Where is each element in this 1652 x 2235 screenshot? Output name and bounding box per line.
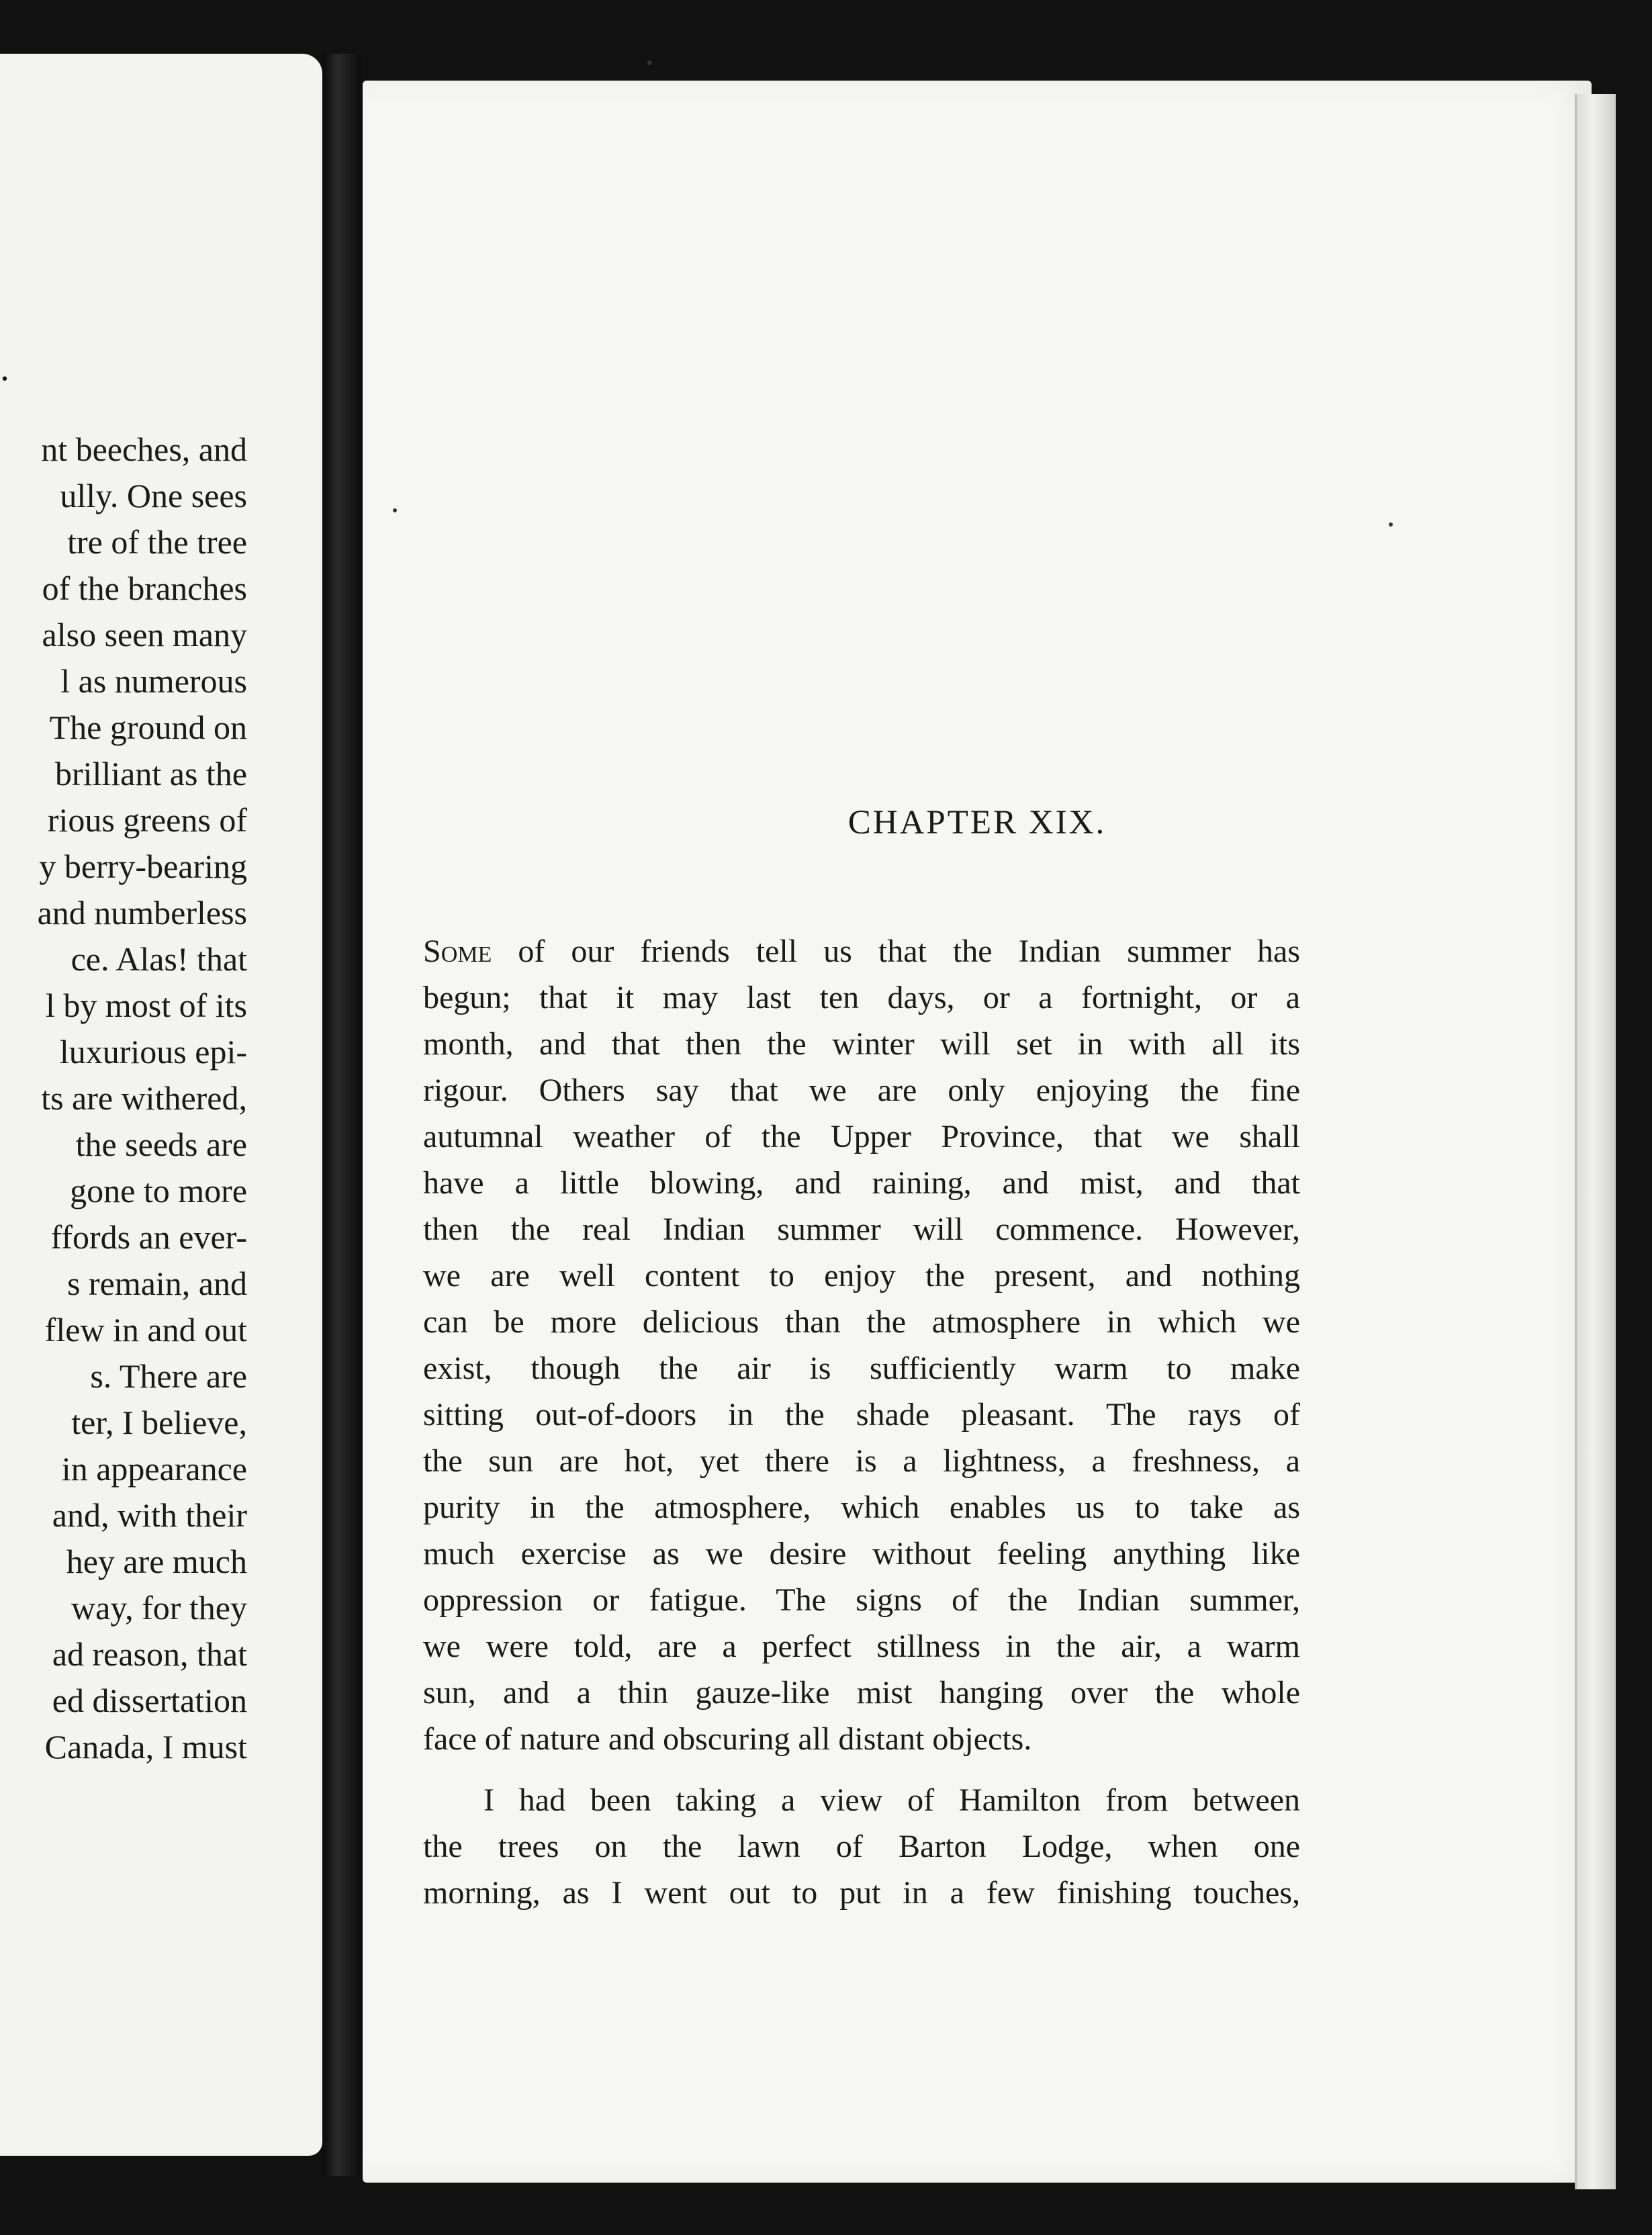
text-line: hey are much: [66, 1543, 247, 1580]
text-line: in appearance: [61, 1450, 247, 1488]
scan-speck: [393, 508, 397, 512]
text-line: ed dissertation: [52, 1682, 247, 1719]
text-line: of the branches: [42, 569, 247, 607]
text-line: Canada, I must: [44, 1728, 247, 1766]
drop-word: Some: [423, 933, 492, 969]
text-line: month, and that then the winter will set in with all its: [423, 1026, 1300, 1062]
text-line: The ground on: [49, 709, 247, 746]
text-line: brilliant as the: [54, 755, 247, 792]
text-line: ffords an ever-: [50, 1218, 247, 1256]
scan-speck: [647, 60, 652, 65]
left-page-text: [38, 426, 247, 1770]
text-line: I had been taking a view of Hamilton from between: [484, 1782, 1300, 1818]
text-line: the seeds are: [75, 1126, 247, 1163]
text-line: rious greens of: [47, 801, 247, 839]
text-line: can be more delicious than the atmosphere in which we: [423, 1304, 1300, 1340]
text-line: sitting out-of-doors in the shade pleasant. The rays of: [423, 1397, 1300, 1432]
text-line: sun, and a thin gauze-like mist hanging over the whole: [423, 1675, 1300, 1711]
text-line: oppression or fatigue. The signs of the Indian summer,: [423, 1582, 1300, 1618]
paragraph-gap: [423, 1762, 1300, 1777]
text-line: tre of the tree: [67, 523, 247, 561]
text-line: s remain, and: [67, 1265, 247, 1302]
text-line: also seen many: [42, 616, 247, 653]
text-line: l as numerous: [60, 662, 247, 700]
text-line: nt beeches, and: [41, 430, 247, 468]
text-line: purity in the atmosphere, which enables us to take as: [423, 1490, 1300, 1525]
text-line: much exercise as we desire without feeling anything like: [423, 1536, 1300, 1571]
text-line: ce. Alas! that: [71, 940, 247, 978]
text-line: and, with their: [52, 1496, 247, 1534]
text-line: rigour. Others say that we are only enjoying the fine: [423, 1073, 1300, 1108]
scan-speck: [1389, 522, 1393, 527]
chapter-body: [423, 928, 1300, 1916]
text-line: y berry-bearing: [39, 848, 247, 885]
text-line: we were told, are a perfect stillness in the air, a warm: [423, 1629, 1300, 1664]
text-line: the sun are hot, yet there is a lightness, a freshness, a: [423, 1443, 1300, 1479]
book-gutter: [322, 54, 361, 2176]
chapter-title: CHAPTER XIX.: [847, 804, 1107, 841]
text-line: luxurious epi-: [59, 1033, 247, 1070]
left-facing-page: [0, 54, 322, 2156]
text-line: autumnal weather of the Upper Province, that we shall: [423, 1119, 1300, 1154]
text-line: s. There are: [90, 1357, 247, 1395]
text-line: flew in and out: [44, 1311, 247, 1349]
text-line: exist, though the air is sufficiently warm to make: [423, 1351, 1300, 1386]
text-line: begun; that it may last ten days, or a fortnight, or a: [423, 980, 1300, 1015]
text-line: face of nature and obscuring all distant objects.: [423, 1721, 1032, 1757]
left-page-mark: .: [0, 347, 9, 389]
text-line: ts are withered,: [41, 1079, 247, 1117]
text-line: l by most of its: [45, 987, 247, 1024]
text-line-rest: of our friends tell us that the Indian summer has: [492, 933, 1300, 969]
text-line: morning, as I went out to put in a few finishing touches,: [423, 1875, 1300, 1911]
page-edge: [1575, 94, 1616, 2189]
text-line: way, for they: [71, 1589, 247, 1627]
text-line: have a little blowing, and raining, and mist, and that: [423, 1165, 1300, 1201]
text-line: and numberless: [37, 894, 247, 931]
text-line: then the real Indian summer will commence. However,: [423, 1212, 1300, 1247]
text-line: gone to more: [70, 1172, 247, 1210]
text-line: ter, I believe,: [71, 1404, 247, 1441]
text-line: the trees on the lawn of Barton Lodge, when one: [423, 1829, 1300, 1864]
text-line: ad reason, that: [52, 1635, 247, 1673]
text-line: ully. One sees: [60, 477, 247, 514]
text-line: [423, 928, 1300, 974]
text-line: we are well content to enjoy the present, and nothing: [423, 1258, 1300, 1293]
